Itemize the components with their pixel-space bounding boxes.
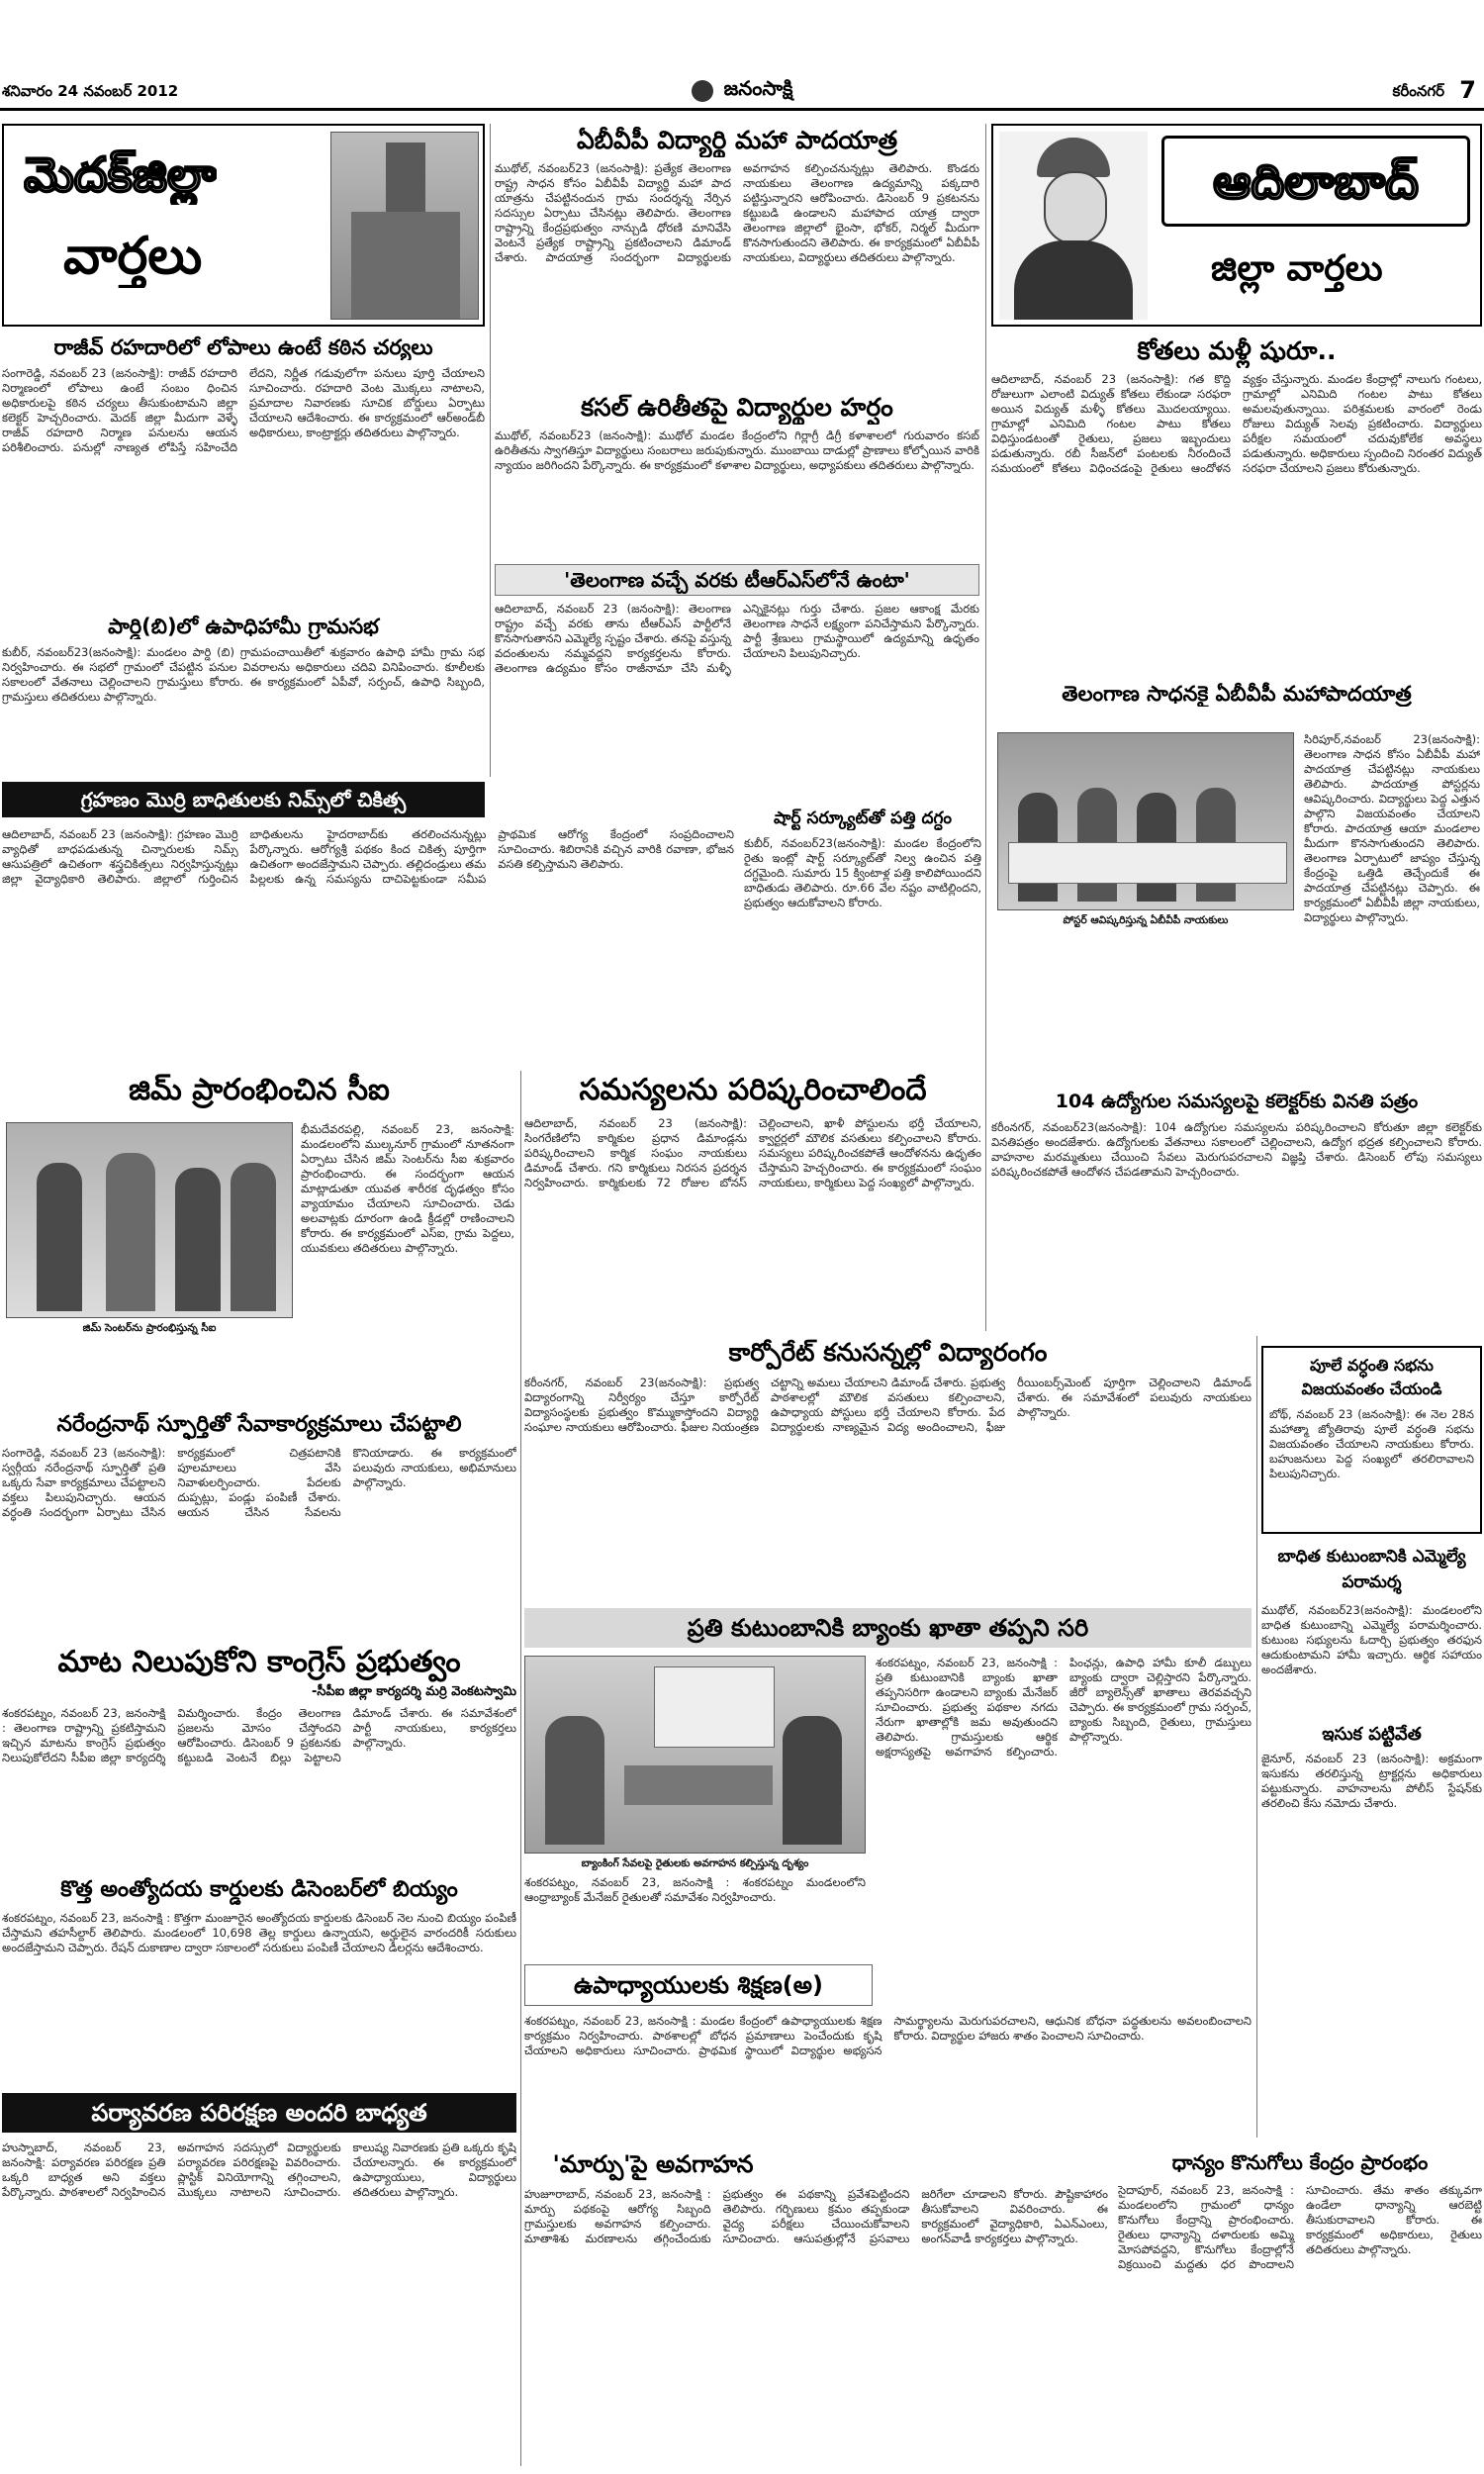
article-corporate	[524, 1336, 1252, 1603]
edition-name: కరీంనగర్	[1392, 82, 1444, 100]
article-body: ఆదిలాబాద్‌, నవంబర్‌ 23 (జనంసాక్షి): గత కొద్ది రోజులుగా ఎలాంటి విద్యుత్‌ కోతలు లేకుండా సరఫరా అయిన విద్యుత్‌ మళ్ళీ కోతలు మొదలయ్యాయి. గ్రామాల్లో ఎనిమిది గంటల పాటు కోతలు విధిస్తుండటంతో రైతులు, ప్రజలు ఇబ్బందులు పడుతున్నారు. రబీ సీజన్‌లో పంటలకు నీరందించే సమయంలో కోతలు విధించడంపై రైతులు ఆందోళన వ్యక్తం చేస్తున్నారు. మండల కేంద్రాల్లో నాలుగు గంటలు, గ్రామాల్లో ఎనిమిది గంటల పాటు కోతలు అమలవుతున్నాయి. పరిశ్రమలకు వారంలో రెండు రోజులు విద్యుత్‌ సెలవు ప్రకటించారు. విద్యార్థులు పరీక్షల సమయంలో చదువుకోలేక అవస్థలు పడుతున్నారు. అధికారులు స్పందించి నిరంతర విద్యుత్‌ సరఫరా చేయాలని ప్రజలు కోరుతున్నారు.	[991, 372, 1482, 475]
headline: కసల్‌ ఉరితీతపై విద్యార్థుల హర్షం	[581, 393, 893, 422]
article-body: ముథోల్‌, నవంబర్‌23 (జనంసాక్షి): ముథోల్‌ మండల కేంద్రంలోని గిర్లాగ్రీ డిగ్రీ కళాశాలలో గురువారం కసబ్‌ ఉరితీతను స్వాగతిస్తూ విద్యార్థులు సంబరాలు జరుపుకున్నారు. ముంబాయి దాడుల్లో ప్రాణాలు కోల్పోయిన వారికి న్యాయం జరిగిందని పేర్కొన్నారు. ఈ కార్యక్రమంలో కళాశాల విద్యార్థులు, అధ్యాపకులు తదితరులు పాల్గొన్నారు.	[495, 428, 979, 472]
article-body: భీమదేవరపల్లి, నవంబర్‌ 23, జనంసాక్షి: మండలంలోని ముల్కనూర్‌ గ్రామంలో నూతనంగా ఏర్పాటు చేసిన జిమ్‌ సెంటర్‌ను సీఐ శుక్రవారం ప్రారంభించారు. ఈ సందర్భంగా ఆయన మాట్లాడుతూ యువత శారీరక దృఢత్వం కోసం వ్యాయామం చేయాలని సూచించారు. చెడు అలవాట్లకు దూరంగా ఉండి క్రీడల్లో రాణించాలని కోరారు. ఈ కార్యక్రమంలో ఎస్‌ఐ, గ్రామ పెద్దలు, యువకులు తదితరులు పాల్గొన్నారు.	[301, 1122, 514, 1255]
photo-caption: పోస్టర్‌ ఆవిష్కరిస్తున్న ఏబీవీపీ నాయకులు	[1063, 914, 1229, 926]
article-body: కుబీర్‌, నవంబర్‌23(జనంసాక్షి): మండల కేంద్రంలోని రైతు ఇంట్లో షార్ట్‌ సర్క్యూట్‌తో నిల్వ ఉంచిన పత్తి దగ్ధమైంది. సుమారు 15 క్వింటాళ్ల పత్తి కాలిపోయిందని బాధితుడు తెలిపారు. రూ.66 వేల నష్టం వాటిల్లిందని, ప్రభుత్వం ఆదుకోవాలని కోరారు.	[744, 836, 981, 909]
masthead-date: శనివారం 24 నవంబర్ 2012	[2, 82, 179, 100]
headline: ధాన్యం కొనుగోలు కేంద్రం ప్రారంభం	[1171, 2150, 1429, 2174]
article-body: సైదాపూర్‌, నవంబర్‌ 23, జనంసాక్షి : మండలంలోని గ్రామంలో ధాన్యం కొనుగోలు కేంద్రాన్ని ప్రారంభించారు. రైతులు ధాన్యాన్ని దళారులకు అమ్మి మోసపోవద్దని, కొనుగోలు కేంద్రాల్లోనే విక్రయించి మద్దతు ధర పొందాలని సూచించారు. తేమ శాతం తక్కువగా ఉండేలా ధాన్యాన్ని ఆరబెట్టి తీసుకురావాలని కోరారు. ఈ కార్యక్రమంలో అధికారులు, రైతులు తదితరులు పాల్గొన్నారు.	[1118, 2183, 1482, 2271]
caption-line: శంకరపట్నం, నవంబర్‌ 23, జనంసాక్షి : శంకరపట్నం మండలంలోని ఆంధ్రాబ్యాంక్‌ మేనేజర్‌ రైతులతో సమావేశం నిర్వహించారు.	[524, 1875, 866, 1904]
headline: పూలే వర్ధంతి సభను విజయవంతం చేయండి	[1301, 1356, 1442, 1398]
column-rule	[490, 124, 491, 777]
masthead	[0, 74, 1484, 112]
article-gym	[2, 1071, 516, 1407]
article-isuka	[1261, 1722, 1482, 1885]
headline: ఏబీవీపీ విద్యార్థి మహా పాదయాత్ర	[576, 126, 898, 154]
article-grahanam-body: ఆదిలాబాద్‌, నవంబర్‌ 23 (జనంసాక్షి): గ్రహణం మొర్రి వ్యాధితో బాధపడుతున్న చిన్నారులకు నిమ్స్‌ ఆసుపత్రిలో ఉచితంగా శస్త్రచికిత్సలు నిర్వహిస్తున్నట్లు జిల్లా వైద్యాధికారి తెలిపారు. జిల్లాలో గుర్తించిన బాధితులను హైదరాబాద్‌కు తరలించనున్నట్లు పేర్కొన్నారు. ఆరోగ్యశ్రీ పథకం కింద చికిత్స పూర్తిగా ఉచితంగా అందజేస్తామని చెప్పారు. తల్లిదండ్రులు తమ పిల్లలకు ఉన్న సమస్యను దాచిపెట్టకుండా సమీప ప్రాథమిక ఆరోగ్య కేంద్రంలో సంప్రదించాలని సూచించారు. శిబిరానికి వచ్చిన వారికి రవాణా, భోజన వసతి కల్పిస్తామని తెలిపారు.	[2, 827, 734, 886]
article-marpu	[524, 2147, 1108, 2469]
headline: ఉపాధ్యాయులకు శిక్షణ(అ)	[524, 1964, 873, 2006]
article-body: ఆదిలాబాద్‌, నవంబర్‌ 23 (జనంసాక్షి): సింగరేణిలోని కార్మికుల ప్రధాన డిమాండ్లను పరిష్కరించాలని కార్మిక సంఘం నాయకులు డిమాండ్‌ చేశారు. గని కార్మికులు నిరసన ప్రదర్శన నిర్వహించారు. కార్మికులకు 72 రోజుల బోనస్‌ చెల్లించాలని, ఖాళీ పోస్టులను భర్తీ చేయాలని, క్వార్టర్లలో మౌలిక వసతులు కల్పించాలని కోరారు. సమస్యలు పరిష్కరించకపోతే ఆందోళనను ఉధృతం చేస్తామని హెచ్చరించారు. ఈ కార్యక్రమంలో సంఘం నాయకులు, కార్మికులు పెద్ద సంఖ్యలో పాల్గొన్నారు.	[524, 1116, 981, 1189]
article-body: ముథోల్‌, నవంబర్‌23(జనంసాక్షి): మండలంలోని బాధిత కుటుంబాన్ని ఎమ్మెల్యే పరామర్శించారు. కుటుంబ సభ్యులను ఓదార్చి ప్రభుత్వం తరఫున ఆదుకుంటామని హామీ ఇచ్చారు. ఆర్థిక సహాయం అందజేశారు.	[1261, 1603, 1482, 1676]
article-trs	[495, 564, 979, 792]
article-body: కరీంనగర్‌, నవంబర్‌23(జనంసాక్షి): 104 ఉద్యోగుల సమస్యలను పరిష్కరించాలని కోరుతూ జిల్లా కలెక్టర్‌కు వినతిపత్రం అందజేశారు. ఉద్యోగులకు వేతనాలు సకాలంలో చెల్లించాలని, ఉద్యోగ భద్రత కల్పించాలని కోరారు. వాహనాల మరమ్మతులు చేయించి సేవలు మెరుగుపరచాలని విజ్ఞప్తి చేశారు. డిసెంబర్‌ లోపు సమస్యలు పరిష్కరించకపోతే ఆందోళన చేపడతామని హెచ్చరించారు.	[991, 1120, 1482, 1179]
medak-banner	[2, 124, 485, 327]
article-upadhyaya	[524, 1964, 1252, 2142]
headline: 'తెలంగాణ వచ్చే వరకు టీఆర్‌ఎస్‌లోనే ఉంటా'	[495, 564, 979, 596]
article-abvp-padayatra	[495, 124, 979, 386]
medak-title-line1: మెదక్‌జిల్లా	[24, 147, 218, 203]
article-short-circuit	[744, 807, 981, 1064]
headline: సమస్యలను పరిష్కరించాలిందే	[579, 1073, 927, 1107]
headline: ప్రతి కుటుంబానికి బ్యాంకు ఖాతా తప్పని సరి	[524, 1608, 1252, 1648]
article-pardi	[2, 614, 485, 772]
article-body: సంగారెడ్డి, నవంబర్‌ 23 (జనంసాక్షి): రాజీవ్‌ రహదారి నిర్మాణంలో లోపాలు ఉంటే సంబం ధించిన అధికారులపై కఠిన చర్యలు తీసుకుంటామని జిల్లా కలెక్టర్‌ హెచ్చరించారు. మెదక్‌ జిల్లా మీదుగా వెళ్ళే రాజీవ్‌ రహదారి నిర్మాణ పనులను ఆయన పరిశీలించారు. పనుల్లో నాణ్యత లోపిస్తే సహించేది లేదని, నిర్ణీత గడువులోగా పనులు పూర్తి చేయాలని సూచించారు. రహదారి వెంట మొక్కలు నాటాలని, ప్రమాదాల నివారణకు సూచిక బోర్డులు ఏర్పాటు చేయాలని ఆదేశించారు. ఈ కార్యక్రమంలో ఆర్‌అండ్‌బీ అధికారులు, కాంట్రాక్టర్లు తదితరులు పాల్గొన్నారు.	[2, 366, 485, 454]
article-bank-khata	[524, 1608, 1252, 1959]
gym-photo	[6, 1122, 293, 1318]
headline: పర్యావరణ పరిరక్షణ అందరి బాధ్యత	[2, 2093, 516, 2133]
headline: 'మార్పు'పై అవగాహన	[552, 2150, 754, 2178]
photo-caption: జిమ్‌ సెంటర్‌ను ప్రారంభిస్తున్న సీఐ	[82, 1322, 217, 1334]
headline: పార్డి(బి)లో ఉపాధిహామీ గ్రామసభ	[108, 615, 379, 638]
article-rajiv-rahadari	[2, 334, 485, 607]
adilabad-banner	[991, 124, 1482, 327]
paper-name: జనంసాక్షి	[723, 76, 793, 100]
headline: రాజీవ్‌ రహదారిలో లోపాలు ఉంటే కఠిన చర్యలు	[53, 335, 433, 359]
article-kasal	[495, 391, 979, 559]
byline: -సీపీఐ జిల్లా కార్యదర్శి మర్రి వెంకటస్వామి	[312, 1684, 516, 1699]
headline: బాధిత కుటుంబానికి ఎమ్మెల్యే పరామర్శ	[1277, 1547, 1466, 1592]
headline: కొత్త అంత్యోదయ కార్డులకు డిసెంబర్‌లో బియ్యం	[60, 1877, 458, 1902]
article-phule	[1261, 1346, 1482, 1534]
headline: నరేంద్రనాథ్‌ స్ఫూర్తితో సేవాకార్యక్రమాలు చేపట్టాలి	[56, 1412, 462, 1437]
bank-meeting-photo	[524, 1656, 866, 1854]
article-kotta-antyodaya	[2, 1875, 516, 2083]
column-rule	[1256, 1336, 1257, 2138]
article-mata	[2, 1643, 516, 1870]
article-dhanyam	[1118, 2147, 1482, 2469]
article-body: ముథోల్‌, నవంబర్‌23 (జనంసాక్షి): ప్రత్యేక తెలంగాణ రాష్ట్ర సాధన కోసం ఏబీవీపీ విద్యార్థి మహా పాద యాత్రను చేపట్టినందున గ్రామ సందర్శన్న నేర్పిన సదస్సుల ఏర్పాటు చేసినట్లు తెలిపారు. తెలంగాణ రాష్ట్రాన్ని కేంద్రప్రభుత్వం నాన్చుడి ధోరణి మానివేసి వెంటనే ప్రత్యేక రాష్ట్రాన్ని ప్రకటించాలని డిమాండ్‌ చేశారు. పాదయాత్ర సందర్భంగా విద్యార్థులకు అవగాహన కల్పించనున్నట్లు తెలిపారు. కొండరు నాయకులు తెలంగాణ ఉద్యమాన్ని పక్కదారి పట్టిస్తున్నారని ఆరోపించారు. డిసెంబర్‌ 9 ప్రకటనను కట్టుబడి ఉండాలని మహాపాద యాత్ర ద్వారా తెలంగాణ జిల్లాలో భైంసా, భోకర్‌, నిర్మల్‌ మీదుగా కొనసాగుతుందని తెలిపారు. ఈ కార్యక్రమంలో ఏబీవీపీ నాయకులు, విద్యార్థులు తదితరులు పాల్గొన్నారు.	[495, 161, 979, 264]
headline: 104 ఉద్యోగుల సమస్యలపై కలెక్టర్‌కు వినతి పత్రం	[1055, 1091, 1419, 1112]
masthead-logo	[658, 76, 826, 108]
article-body: కుబీర్‌, నవంబర్‌23(జనంసాక్షి): మండలం పార్డి (బి) గ్రామపంచాయితీలో శుక్రవారం ఉపాధి హామీ గ్రామ సభ నిర్వహించారు. ఈ సభలో గ్రామంలో చేపట్టిన పనుల వివరాలను అధికారులు చదివి వినిపించారు. కూలీలకు సకాలంలో వేతనాలు చెల్లించాలని గ్రామస్తులు కోరారు. ఈ కార్యక్రమంలో ఏపీవో, సర్పంచ్‌, ఉపాధి సిబ్బంది, గ్రామస్తులు తదితరులు పాల్గొన్నారు.	[2, 645, 485, 704]
article-body: శంకరపట్నం, నవంబర్‌ 23, జనంసాక్షి : ప్రతి కుటుంబానికి బ్యాంకు ఖాతా తప్పనిసరిగా ఉండాలని బ్యాంకు మేనేజర్‌ సూచించారు. ప్రభుత్వ పథకాల నగదు నేరుగా ఖాతాల్లోకి జమ అవుతుందని తెలిపారు. గ్రామస్తులకు ఆర్థిక అక్షరాస్యతపై అవగాహన కల్పించారు. పింఛన్లు, ఉపాధి హామీ కూలీ డబ్బులు బ్యాంకు ద్వారా చెల్లిస్తారని పేర్కొన్నారు. జీరో బ్యాలెన్స్‌తో ఖాతాలు తెరవవచ్చని చెప్పారు. ఈ కార్యక్రమంలో గ్రామ సర్పంచ్‌, బ్యాంకు సిబ్బంది, రైతులు, గ్రామస్తులు పాల్గొన్నారు.	[876, 1656, 1252, 1759]
article-telangana-sadhana	[991, 681, 1482, 1067]
abvp-poster-photo	[997, 732, 1294, 910]
headline: షార్ట్‌ సర్క్యూట్‌తో పత్తి దగ్ధం	[773, 809, 952, 828]
article-body: శంకరపట్నం, నవంబర్‌ 23, జనంసాక్షి : కొత్తగా మంజూరైన అంత్యోదయ కార్డులకు డిసెంబర్‌ నెల నుంచి బియ్యం పంపిణీ చేస్తామని తహసీల్దార్‌ తెలిపారు. మండలంలో 10,698 తెల్ల కార్డులు ఉన్నాయని, అర్హులైన వారందరికీ సరుకులు అందజేస్తామని చెప్పారు. రేషన్‌ దుకాణాల ద్వారా సకాలంలో సరుకులు పంపిణీ చేయాలని డీలర్లను ఆదేశించారు.	[2, 1911, 516, 1954]
headline: జిమ్‌ ప్రారంభించిన సీఐ	[129, 1073, 390, 1107]
article-body: హుజూరాబాద్‌, నవంబర్‌ 23, జనంసాక్షి : మార్పు పథకంపై ఆరోగ్య సిబ్బంది గ్రామస్తులకు అవగాహన కల్పించారు. మాతాశిశు మరణాలను తగ్గించేందుకు ప్రభుత్వం ఈ పథకాన్ని ప్రవేశపెట్టిందని తెలిపారు. గర్భిణులు క్రమం తప్పకుండా వైద్య పరీక్షలు చేయించుకోవాలని సూచించారు. ఆసుపత్రుల్లోనే ప్రసవాలు జరిగేలా చూడాలని కోరారు. పౌష్టికాహారం తీసుకోవాలని వివరించారు. ఈ కార్యక్రమంలో వైద్యాధికారి, ఏఎన్‌ఎంలు, అంగన్‌వాడీ కార్యకర్తలు పాల్గొన్నారు.	[524, 2187, 1108, 2245]
grahanam-headline-bar: గ్రహణం మొర్రి బాధితులకు నిమ్స్‌లో చికిత్స	[2, 782, 485, 817]
article-body: బోథ్‌, నవంబర్‌ 23 (జనంసాక్షి): ఈ నెల 28న మహాత్మా జ్యోతిరావు పూలే వర్ధంతి సభను విజయవంతం చేయాలని నాయకులు కోరారు. బహుజనులు పెద్ద సంఖ్యలో తరలిరావాలని పిలుపునిచ్చారు.	[1269, 1407, 1474, 1480]
adilabad-title-box	[1161, 136, 1470, 227]
medak-title-line2: వార్తలు	[63, 227, 203, 286]
photo-caption: బ్యాంకింగ్‌ సేవలపై రైతులకు అవగాహన కల్పిస్తున్న దృశ్యం	[581, 1857, 809, 1869]
article-104	[991, 1089, 1482, 1336]
komaram-bheem-portrait	[999, 132, 1148, 320]
article-body: హుస్నాబాద్‌, నవంబర్‌ 23, జనంసాక్షి: పర్యావరణ పరిరక్షణ ప్రతి ఒక్కరి బాధ్యత అని వక్తలు పేర్కొన్నారు. పాఠశాలలో నిర్వహించిన అవగాహన సదస్సులో విద్యార్థులకు పర్యావరణ పరిరక్షణపై వివరించారు. ప్లాస్టిక్‌ వినియోగాన్ని తగ్గించాలని, మొక్కలు నాటాలని సూచించారు. కాలుష్య నివారణకు ప్రతి ఒక్కరు కృషి చేయాలన్నారు. ఈ కార్యక్రమంలో ఉపాధ్యాయులు, విద్యార్థులు తదితరులు పాల్గొన్నారు.	[2, 2141, 516, 2199]
column-rule	[520, 1071, 521, 2466]
article-body: ఆదిలాబాద్‌, నవంబర్‌ 23 (జనంసాక్షి): తెలంగాణ రాష్ట్రం వచ్చే వరకు తాను టీఆర్‌ఎస్‌ పార్టీలోనే కొనసాగుతానని ఎమ్మెల్యే స్పష్టం చేశారు. తనపై వస్తున్న వదంతులను నమ్మవద్దని కార్యకర్తలను కోరారు. తెలంగాణ ఉద్యమం కోసం రాజీనామా చేసి మళ్ళీ ఎన్నికైనట్లు గుర్తు చేశారు. ప్రజల ఆకాంక్ష మేరకు తెలంగాణ సాధనే లక్ష్యంగా పనిచేస్తామని పేర్కొన్నారు. పార్టీ శ్రేణులు గ్రామస్థాయిలో ఉద్యమాన్ని ఉధృతం చేయాలని పిలుపునిచ్చారు.	[495, 602, 979, 675]
article-body: సంగారెడ్డి, నవంబర్‌ 23 (జనంసాక్షి): స్వర్గీయ నరేంద్రనాథ్‌ స్ఫూర్తితో ప్రతి ఒక్కరు సేవా కార్యక్రమాలు చేపట్టాలని వక్తలు పిలుపునిచ్చారు. ఆయన వర్ధంతి సందర్భంగా ఏర్పాటు చేసిన కార్యక్రమంలో చిత్రపటానికి పూలమాలలు వేసి నివాళులర్పించారు. పేదలకు దుప్పట్లు, పండ్లు పంపిణీ చేశారు. ఆయన చేసిన సేవలను కొనియాడారు. ఈ కార్యక్రమంలో పలువురు నాయకులు, అభిమానులు పాల్గొన్నారు.	[2, 1446, 516, 1519]
logo-emblem-icon	[692, 80, 713, 102]
adilabad-title-line1: ఆదిలాబాద్	[1213, 154, 1419, 210]
page-number: 7	[1459, 76, 1476, 104]
article-body: కరీంనగర్‌, నవంబర్‌ 23(జనంసాక్షి): ప్రభుత్వ విద్యారంగాన్ని నిర్వీర్యం చేస్తూ కార్పోరేట్‌ విద్యాసంస్థలకు ప్రభుత్వం కొమ్ముకాస్తోందని విద్యార్థి సంఘాల నాయకులు ఆరోపించారు. ఫీజుల నియంత్రణ చట్టాన్ని అమలు చేయాలని డిమాండ్‌ చేశారు. ప్రభుత్వ పాఠశాలల్లో మౌలిక వసతులు కల్పించాలని, ఉపాధ్యాయ పోస్టులు భర్తీ చేయాలని కోరారు. పేద విద్యార్థులకు నాణ్యమైన విద్య అందించాలని, ఫీజు రీయింబర్స్‌మెంట్‌ పూర్తిగా చెల్లించాలని డిమాండ్‌ చేశారు. ఈ సమావేశంలో పలువురు నాయకులు పాల్గొన్నారు.	[524, 1376, 1252, 1434]
article-body: సిరిపూర్‌,నవంబర్‌ 23(జనంసాక్షి): తెలంగాణ సాధన కోసం ఏబీవీపీ మహా పాదయాత్ర చేపట్టినట్లు నాయకులు తెలిపారు. పాదయాత్ర పోస్టర్లను ఆవిష్కరించారు. విద్యార్థులు పెద్ద ఎత్తున పాల్గొని విజయవంతం చేయాలని కోరారు. పాదయాత్ర ఆయా మండలాల మీదుగా కొనసాగుతుందని తెలిపారు. తెలంగాణ ఏర్పాటులో జాప్యం చేస్తున్న కేంద్రంపై ఒత్తిడి తెచ్చేందుకే ఈ పాదయాత్ర చేపట్టినట్లు చెప్పారు. ఈ కార్యక్రమంలో ఏబీవీపీ జిల్లా నాయకులు, విద్యార్థులు పాల్గొన్నారు.	[1304, 732, 1480, 924]
headline: తెలంగాణ సాధనకై ఏబీవీపీ మహాపాదయాత్ర	[1062, 682, 1412, 706]
masthead-rule	[0, 108, 1484, 111]
article-samasyalu	[524, 1071, 981, 1328]
article-body: శంకరపట్నం, నవంబర్‌ 23, జనంసాక్షి : మండల కేంద్రంలో ఉపాధ్యాయులకు శిక్షణ కార్యక్రమం నిర్వహించారు. పాఠశాలల్లో బోధన ప్రమాణాలు పెంచేందుకు కృషి చేయాలని అధికారులు సూచించారు. ప్రాథమిక స్థాయిలో విద్యార్థుల అభ్యసన సామర్థ్యాలను మెరుగుపరచాలని, ఆధునిక బోధనా పద్ధతులను అవలంబించాలని కోరారు. విద్యార్థుల హాజరు శాతం పెంచాలని సూచించారు.	[524, 2014, 1252, 2057]
headline: మాట నిలుపుకోని కాంగ్రెస్‌ ప్రభుత్వం	[57, 1645, 461, 1679]
article-kothalu	[991, 334, 1482, 676]
headline: కార్పోరేట్‌ కనుసన్నల్లో విద్యారంగం	[728, 1338, 1048, 1367]
medak-church-image	[330, 132, 479, 320]
headline: కోతలు మళ్లీ షురూ..	[1137, 336, 1337, 365]
article-bathita	[1261, 1544, 1482, 1712]
column-rule	[985, 124, 986, 1331]
article-paryavarana	[2, 2093, 516, 2469]
article-body: శంకరపట్నం, నవంబర్‌ 23, జనంసాక్షి : తెలంగాణ రాష్ట్రాన్ని ప్రకటిస్తామని ఇచ్చిన మాటను కాంగ్రెస్‌ ప్రభుత్వం నిలుపుకోలేదని సీపీఐ జిల్లా కార్యదర్శి విమర్శించారు. కేంద్రం తెలంగాణ ప్రజలను మోసం చేస్తోందని ఆరోపించారు. డిసెంబర్‌ 9 ప్రకటనకు కట్టుబడి వెంటనే బిల్లు పెట్టాలని డిమాండ్‌ చేశారు. ఈ సమావేశంలో పార్టీ నాయకులు, కార్యకర్తలు పాల్గొన్నారు.	[2, 1706, 516, 1764]
article-narendranath	[2, 1410, 516, 1638]
article-body: జైనూర్‌, నవంబర్‌ 23 (జనంసాక్షి): అక్రమంగా ఇసుకను తరలిస్తున్న ట్రాక్టర్లను అధికారులు పట్టుకున్నారు. వాహనాలను పోలీస్‌ స్టేషన్‌కు తరలించి కేసు నమోదు చేశారు.	[1261, 1752, 1482, 1810]
headline: ఇసుక పట్టివేత	[1322, 1724, 1422, 1745]
adilabad-title-line2: జిల్లా వార్తలు	[1211, 248, 1383, 289]
